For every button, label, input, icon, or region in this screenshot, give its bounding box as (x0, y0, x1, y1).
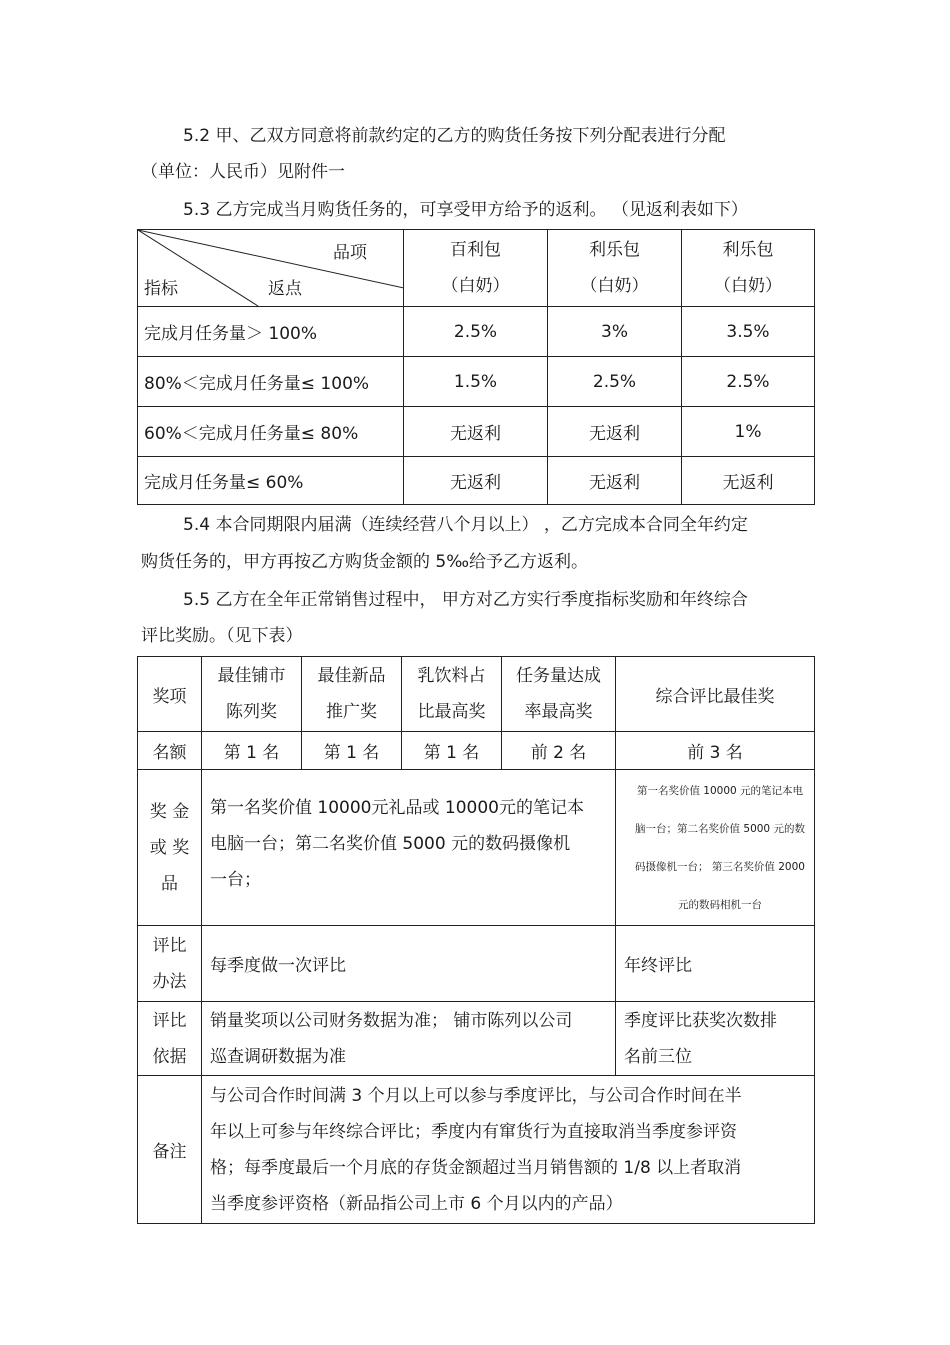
table-row (138, 657, 815, 732)
header-product-label: 品项 (333, 243, 367, 263)
product-header: 利乐包 （白奶） (548, 230, 682, 307)
row-label: 完成月任务量≤ 60% (138, 457, 404, 505)
table-row (138, 1076, 815, 1224)
rebate-cell: 2.5% (682, 357, 815, 407)
clause-5-3: 5.3 乙方完成当月购货任务的，可享受甲方给予的返利。 （见返利表如下） (183, 200, 748, 220)
award-name: 任务量达成 率最高奖 (502, 657, 616, 732)
award-name: 乳饮料占 比最高奖 (402, 657, 502, 732)
product-header: 利乐包 （白奶） (682, 230, 815, 307)
table-row (138, 732, 815, 770)
row-label: 评比 办法 (138, 926, 202, 1002)
award-table (137, 656, 815, 1224)
table-row (138, 1002, 815, 1076)
table-row (138, 770, 815, 926)
clause-5-4-line1: 5.4 本合同期限内届满（连续经营八个月以上） ，乙方完成本合同全年约定 (183, 515, 748, 535)
method-cell: 每季度做一次评比 (202, 926, 616, 1002)
basis-cell: 销量奖项以公司财务数据为准； 铺市陈列以公司 巡查调研数据为准 (202, 1002, 616, 1076)
product-header: 百利包 （白奶） (404, 230, 548, 307)
row-label: 奖项 (138, 657, 202, 732)
header-index-label: 指标 (144, 279, 178, 299)
notes-cell: 与公司合作时间满 3 个月以上可以参与季度评比，与公司合作时间在半 年以上可参与年终综合评比；季度内有窜货行为直接取消当季度参评资 格；每季度最后一个月底的存货金额超过当月销售额的 1/8 以上者取消 当季度参评资格（新品指公司上市 6 个月以内的产品） (202, 1076, 815, 1224)
rebate-cell: 无返利 (404, 407, 548, 457)
table-row (138, 307, 815, 357)
rebate-cell: 无返利 (548, 457, 682, 505)
basis-cell: 季度评比获奖次数排 名前三位 (616, 1002, 815, 1076)
rebate-table (137, 229, 815, 505)
row-label: 奖 金 或 奖 品 (138, 770, 202, 926)
clause-5-4-line2: 购货任务的，甲方再按乙方购货金额的 5‰给予乙方返利。 (141, 552, 589, 572)
method-cell: 年终评比 (616, 926, 815, 1002)
quota-cell: 第 1 名 (402, 732, 502, 770)
table-row (138, 357, 815, 407)
row-label: 备注 (138, 1076, 202, 1224)
rebate-cell: 2.5% (404, 307, 548, 357)
prize-description-annual: 第一名奖价值 10000 元的笔记本电 脑一台；第二名奖价值 5000 元的数 码摄像机一台； 第三名奖价值 2000 元的数码相机一台 (616, 770, 815, 926)
header-rebate-label: 返点 (268, 279, 302, 299)
award-name: 综合评比最佳奖 (616, 657, 815, 732)
corner-header-cell (138, 230, 404, 307)
award-name: 最佳铺市 陈列奖 (202, 657, 302, 732)
quota-cell: 第 1 名 (302, 732, 402, 770)
clause-5-2-line1: 5.2 甲、乙双方同意将前款约定的乙方的购货任务按下列分配表进行分配 (183, 126, 726, 146)
quota-cell: 前 2 名 (502, 732, 616, 770)
table-row (138, 407, 815, 457)
prize-description: 第一名奖价值 10000元礼品或 10000元的笔记本 电脑一台；第二名奖价值 5000 元的数码摄像机 一台； (202, 770, 616, 926)
rebate-cell: 1% (682, 407, 815, 457)
clause-5-5-line1: 5.5 乙方在全年正常销售过程中， 甲方对乙方实行季度指标奖励和年终综合 (183, 590, 748, 610)
row-label: 60%＜完成月任务量≤ 80% (138, 407, 404, 457)
clause-5-5-line2: 评比奖励。（见下表） (141, 626, 303, 646)
quota-cell: 第 1 名 (202, 732, 302, 770)
table-row (138, 457, 815, 505)
rebate-cell: 3.5% (682, 307, 815, 357)
rebate-cell: 无返利 (548, 407, 682, 457)
rebate-cell: 无返利 (404, 457, 548, 505)
row-label: 完成月任务量＞ 100% (138, 307, 404, 357)
award-name: 最佳新品 推广奖 (302, 657, 402, 732)
table-row (138, 926, 815, 1002)
rebate-cell: 1.5% (404, 357, 548, 407)
row-label: 评比 依据 (138, 1002, 202, 1076)
row-label: 80%＜完成月任务量≤ 100% (138, 357, 404, 407)
clause-5-2-line2: （单位：人民币）见附件一 (141, 162, 345, 182)
row-label: 名额 (138, 732, 202, 770)
quota-cell: 前 3 名 (616, 732, 815, 770)
rebate-cell: 3% (548, 307, 682, 357)
rebate-cell: 无返利 (682, 457, 815, 505)
rebate-cell: 2.5% (548, 357, 682, 407)
